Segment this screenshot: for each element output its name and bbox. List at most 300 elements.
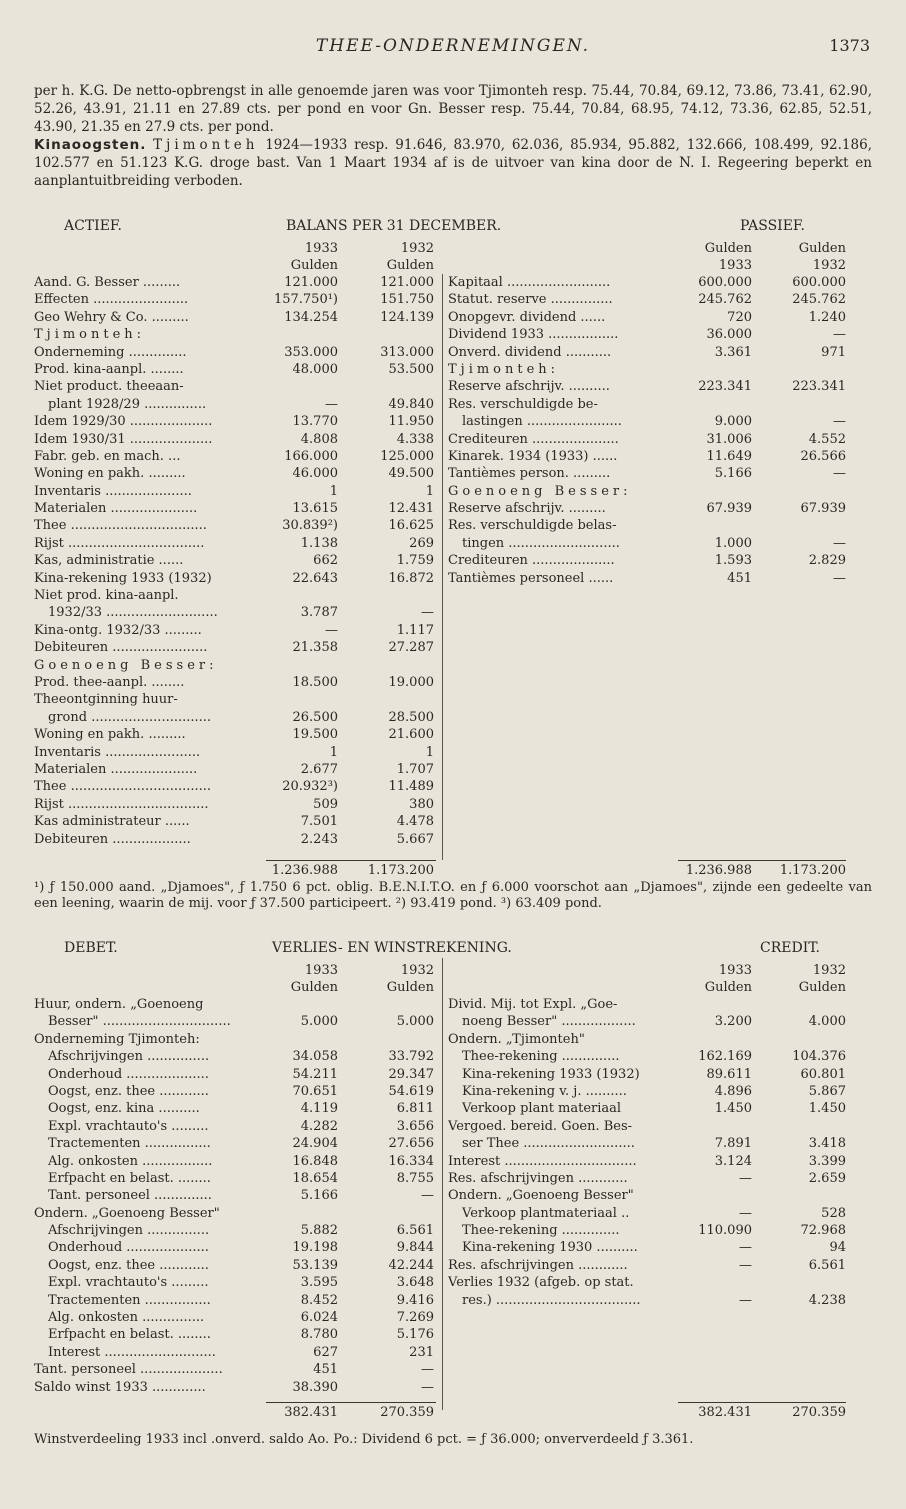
row-label: Huur, ondern. „Goenoeng xyxy=(34,997,204,1012)
value-1932: — xyxy=(833,570,846,586)
value-1932: 49.840 xyxy=(388,396,434,412)
value-1932: 27.656 xyxy=(388,1136,434,1152)
value-1932: 26.566 xyxy=(800,448,846,464)
table-row xyxy=(34,344,436,361)
value-1932: — xyxy=(421,1362,434,1378)
table-row xyxy=(448,431,872,448)
value-1932: 4.552 xyxy=(808,431,846,447)
value-1932: 121.000 xyxy=(380,275,434,290)
table-row xyxy=(34,744,436,761)
kina-heading: Kinaoogsten. xyxy=(34,137,147,153)
passief-column xyxy=(448,274,872,587)
pl-years-row xyxy=(34,962,872,979)
value-1933: 21.358 xyxy=(292,640,338,656)
table-row xyxy=(34,1344,436,1361)
kina-text: 1924—1933 resp. 91.646, 83.970, 62.036, 85.934, 95.882, 132.666, 108.499, 92.186, 102.577 en 51.123 K.G. droge bast. Van 1 Maart 1934 af is de uitvoer van kina door de N. I. Regeering beperkt en aanplantuitbreiding verboden. xyxy=(34,137,872,189)
row-label: Verkoop plantmateriaal .. xyxy=(462,1205,630,1221)
actief-column xyxy=(34,274,436,848)
table-row xyxy=(448,1187,872,1204)
value-1933: 121.000 xyxy=(284,275,338,290)
table-row xyxy=(34,1083,436,1100)
debet-heading: DEBET. xyxy=(64,940,118,956)
table-row xyxy=(448,413,872,430)
table-row xyxy=(34,1187,436,1204)
row-label: Kina-rekening 1933 (1932) xyxy=(462,1066,640,1082)
row-label: Afschrijvingen ............... xyxy=(48,1049,210,1065)
value-1933: 31.006 xyxy=(706,431,752,447)
table-row xyxy=(448,378,872,395)
credit-total xyxy=(678,1402,846,1423)
table-row xyxy=(34,622,436,639)
value-1932: 12.431 xyxy=(388,501,434,517)
row-label: Fabr. geb. en mach. ... xyxy=(34,448,181,464)
row-label: Oogst, enz. thee ............ xyxy=(48,1257,209,1273)
row-label: Rijst ................................. xyxy=(34,535,205,551)
balance-title-row xyxy=(34,218,872,240)
value-1933: 509 xyxy=(313,796,338,812)
row-label: grond ............................. xyxy=(48,709,212,725)
intro-text xyxy=(34,82,872,190)
value-1932: 72.968 xyxy=(800,1223,846,1239)
row-label: tingen ........................... xyxy=(462,535,620,551)
pl-column-divider xyxy=(442,958,443,1410)
value-1933: 46.000 xyxy=(292,466,338,482)
row-label: Kapitaal ......................... xyxy=(448,275,611,290)
value-1933: 1.593 xyxy=(714,553,752,569)
value-1933: — xyxy=(325,396,338,412)
row-label: Onopgevr. dividend ...... xyxy=(448,309,606,325)
value-1933: 19.198 xyxy=(292,1240,338,1256)
value-1933: 662 xyxy=(313,553,338,569)
table-row xyxy=(34,413,436,430)
value-1933: 3.361 xyxy=(714,344,752,360)
table-row xyxy=(34,309,436,326)
value-1932: 28.500 xyxy=(388,709,434,725)
table-row xyxy=(34,726,436,743)
table-row xyxy=(34,778,436,795)
row-label: Besser" ............................... xyxy=(48,1014,231,1030)
table-row xyxy=(448,396,872,413)
row-label: Alg. onkosten ................. xyxy=(48,1153,213,1169)
table-row xyxy=(448,552,872,569)
table-row xyxy=(34,1013,436,1030)
debet-total xyxy=(266,1402,436,1423)
row-label: Tantièmes personeel ...... xyxy=(448,570,614,586)
table-row xyxy=(34,1205,436,1222)
table-row xyxy=(34,448,436,465)
value-1933: 245.762 xyxy=(698,292,752,308)
value-1932: 7.269 xyxy=(396,1310,434,1326)
value-1932: 600.000 xyxy=(792,275,846,290)
table-row xyxy=(448,448,872,465)
value-1932: 11.489 xyxy=(388,779,434,795)
value-1932: 124.139 xyxy=(380,309,434,325)
balance-footnote: ¹) ƒ 150.000 aand. „Djamoes", ƒ 1.750 6 pct. oblig. B.E.N.I.T.O. en ƒ 6.000 voorschot aan „Djamoes", zijnde een gedeelte van een leening, waarin de mij. voor ƒ 37.500 participeert. ²) 93.419 pond. ³) 63.409 pond. xyxy=(34,880,872,911)
row-label: Res. verschuldigde belas- xyxy=(448,518,617,534)
row-label: Theeontginning huur- xyxy=(34,692,178,708)
value-1933: 24.904 xyxy=(292,1136,338,1152)
value-1933: 89.611 xyxy=(706,1066,752,1082)
row-label: plant 1928/29 ............... xyxy=(48,396,207,412)
row-label: Thee-rekening .............. xyxy=(462,1223,620,1239)
currency-1933: Gulden xyxy=(290,258,338,273)
row-label: Statut. reserve ............... xyxy=(448,292,613,308)
value-1933: 1 xyxy=(329,744,338,760)
table-row xyxy=(448,1100,872,1117)
value-1933: 38.390 xyxy=(292,1379,338,1395)
row-label: Res. afschrijvingen ............ xyxy=(448,1257,628,1273)
value-1932: 125.000 xyxy=(380,448,434,464)
value-1932: 5.667 xyxy=(396,831,434,847)
value-1932: — xyxy=(833,535,846,551)
value-1932: 1.240 xyxy=(808,309,846,325)
value-1932: 42.244 xyxy=(388,1257,434,1273)
row-label: 1932/33 ........................... xyxy=(48,605,218,621)
table-row xyxy=(448,535,872,552)
passief-year-1932: 1932 xyxy=(812,258,846,273)
kina-paragraph xyxy=(34,136,872,190)
actief-total-1932: 1.173.200 xyxy=(367,863,434,878)
table-row xyxy=(34,691,436,708)
actief-total xyxy=(266,860,436,881)
value-1932: 151.750 xyxy=(380,292,434,308)
table-row xyxy=(34,1222,436,1239)
row-label: Inventaris ..................... xyxy=(34,483,192,499)
table-row xyxy=(448,1031,872,1048)
row-label: Prod. kina-aanpl. ........ xyxy=(34,361,184,377)
table-row xyxy=(34,813,436,830)
row-label: noeng Besser" .................. xyxy=(462,1014,636,1030)
table-row xyxy=(448,1274,872,1291)
table-row xyxy=(34,500,436,517)
row-label: Tjimonteh: xyxy=(34,327,146,343)
row-label: Debiteuren ................... xyxy=(34,831,191,847)
value-1933: 48.000 xyxy=(292,361,338,377)
table-row xyxy=(448,1118,872,1135)
value-1933: 22.643 xyxy=(292,570,338,586)
row-label: Vergoed. bereid. Goen. Bes- xyxy=(448,1118,633,1134)
value-1933: 3.200 xyxy=(714,1014,752,1030)
value-1932: 3.399 xyxy=(808,1153,846,1169)
table-row xyxy=(34,326,436,343)
value-1933: 8.452 xyxy=(300,1292,338,1308)
value-1932: 33.792 xyxy=(388,1049,434,1065)
value-1932: 1.450 xyxy=(808,1101,846,1117)
pl-title-row xyxy=(34,940,872,962)
row-label: Inventaris ....................... xyxy=(34,744,201,760)
value-1933: 5.882 xyxy=(300,1223,338,1239)
value-1932: 971 xyxy=(821,344,846,360)
credit-total-1932: 270.359 xyxy=(792,1405,846,1420)
value-1932: 6.811 xyxy=(396,1101,434,1117)
table-row xyxy=(34,535,436,552)
value-1933: 4.896 xyxy=(714,1083,752,1099)
value-1932: 1.707 xyxy=(396,761,434,777)
value-1933: — xyxy=(739,1292,752,1308)
row-label: Erfpacht en belast. ........ xyxy=(48,1170,211,1186)
row-label: lastingen ....................... xyxy=(462,414,622,430)
row-label: Verlies 1932 (afgeb. op stat. xyxy=(448,1275,634,1291)
debet-column xyxy=(34,996,436,1396)
row-label: Tractementen ................ xyxy=(48,1136,211,1152)
value-1932: 16.872 xyxy=(388,570,434,586)
value-1933: 2.677 xyxy=(300,761,338,777)
value-1933: 13.770 xyxy=(292,414,338,430)
table-row xyxy=(448,274,872,291)
table-row xyxy=(34,1361,436,1378)
row-label: Interest ................................ xyxy=(448,1153,637,1169)
row-label: Kina-rekening v. j. .......... xyxy=(462,1083,627,1099)
value-1932: 528 xyxy=(821,1205,846,1221)
value-1932: 1 xyxy=(425,744,434,760)
credit-currency-1933: Gulden xyxy=(704,980,752,995)
value-1933: 67.939 xyxy=(706,501,752,517)
table-row xyxy=(448,309,872,326)
value-1932: 29.347 xyxy=(388,1066,434,1082)
row-label: Effecten ....................... xyxy=(34,292,189,308)
table-row xyxy=(34,378,436,395)
row-label: Res. afschrijvingen ............ xyxy=(448,1170,628,1186)
value-1933: 3.595 xyxy=(300,1275,338,1291)
table-row xyxy=(34,674,436,691)
row-label: Idem 1929/30 .................... xyxy=(34,414,213,430)
value-1932: — xyxy=(421,1188,434,1204)
row-label: Oogst, enz. thee ............ xyxy=(48,1083,209,1099)
value-1932: 27.287 xyxy=(388,640,434,656)
table-row xyxy=(34,1135,436,1152)
value-1933: 3.124 xyxy=(714,1153,752,1169)
value-1933: 6.024 xyxy=(300,1310,338,1326)
value-1932: 4.238 xyxy=(808,1292,846,1308)
row-label: Kina-rekening 1930 .......... xyxy=(462,1240,638,1256)
table-row xyxy=(448,1048,872,1065)
value-1933: 4.119 xyxy=(300,1101,338,1117)
column-divider xyxy=(442,274,443,860)
value-1933: 26.500 xyxy=(292,709,338,725)
profit-loss-account xyxy=(34,940,872,1447)
row-label: Onderneming .............. xyxy=(34,344,187,360)
row-label: Kina-rekening 1933 (1932) xyxy=(34,570,212,586)
table-row xyxy=(448,291,872,308)
table-row xyxy=(448,344,872,361)
row-label: Prod. thee-aanpl. ........ xyxy=(34,674,185,690)
value-1933: 7.501 xyxy=(300,814,338,830)
table-row xyxy=(448,500,872,517)
table-row xyxy=(448,1170,872,1187)
value-1932: 94 xyxy=(829,1240,846,1256)
intro-paragraph: per h. K.G. De netto-opbrengst in alle genoemde jaren was voor Tjimonteh resp. 75.44, 70.84, 69.12, 73.86, 73.41, 62.90, 52.26, 43.91, 21.11 en 27.89 cts. per pond en voor Gn. Besser resp. 75.44, 70.84, 68.95, 74.12, 73.36, 62.85, 52.51, 43.90, 21.35 en 27.9 cts. per pond. xyxy=(34,83,872,135)
table-row xyxy=(448,1205,872,1222)
table-row xyxy=(448,996,872,1013)
value-1932: — xyxy=(421,605,434,621)
value-1933: 18.654 xyxy=(292,1170,338,1186)
value-1933: 5.166 xyxy=(714,466,752,482)
value-1932: 5.176 xyxy=(396,1327,434,1343)
value-1932: 2.829 xyxy=(808,553,846,569)
value-1932: 3.656 xyxy=(396,1118,434,1134)
table-row xyxy=(34,431,436,448)
table-row xyxy=(448,517,872,534)
row-label: Saldo winst 1933 ............. xyxy=(34,1379,206,1395)
value-1933: — xyxy=(739,1240,752,1256)
value-1932: 67.939 xyxy=(800,501,846,517)
value-1932: 3.648 xyxy=(396,1275,434,1291)
debet-total-1932: 270.359 xyxy=(380,1405,434,1420)
actief-heading: ACTIEF. xyxy=(64,218,122,234)
value-1932: 1 xyxy=(425,483,434,499)
pl-heading: VERLIES- EN WINSTREKENING. xyxy=(272,940,512,956)
value-1933: 9.000 xyxy=(714,414,752,430)
profit-distribution-note: Winstverdeeling 1933 incl .onverd. saldo Ao. Po.: Dividend 6 pct. = ƒ 36.000; onververdeeld ƒ 3.361. xyxy=(34,1432,694,1447)
value-1932: 8.755 xyxy=(396,1170,434,1186)
table-row xyxy=(34,1170,436,1187)
row-label: Tjimonteh: xyxy=(448,361,560,377)
value-1933: 11.649 xyxy=(706,448,752,464)
row-label: Niet prod. kina-aanpl. xyxy=(34,588,179,604)
passief-total-1932: 1.173.200 xyxy=(779,863,846,878)
table-row xyxy=(448,465,872,482)
table-row xyxy=(448,361,872,378)
pl-year-1933: 1933 xyxy=(304,963,338,978)
row-label: Kas, administratie ...... xyxy=(34,553,184,569)
row-label: Thee ................................. xyxy=(34,518,207,534)
table-row xyxy=(34,709,436,726)
value-1933: 1.450 xyxy=(714,1101,752,1117)
row-label: Aand. G. Besser ......... xyxy=(34,275,181,290)
passief-year-1933: 1933 xyxy=(718,258,752,273)
row-label: Crediteuren ..................... xyxy=(448,431,619,447)
table-row xyxy=(34,1379,436,1396)
row-label: Onderhoud .................... xyxy=(48,1066,209,1082)
value-1933: 53.139 xyxy=(292,1257,338,1273)
table-row xyxy=(34,570,436,587)
row-label: Debiteuren ....................... xyxy=(34,640,208,656)
credit-year-1932: 1932 xyxy=(812,963,846,978)
value-1932: 2.659 xyxy=(808,1170,846,1186)
row-label: Tantièmes person. ......... xyxy=(448,466,611,482)
row-label: Crediteuren .................... xyxy=(448,553,615,569)
value-1932: 1.117 xyxy=(396,622,434,638)
table-row xyxy=(34,1292,436,1309)
value-1932: 9.844 xyxy=(396,1240,434,1256)
table-row xyxy=(34,1100,436,1117)
value-1933: 451 xyxy=(727,570,752,586)
value-1933: 134.254 xyxy=(284,309,338,325)
value-1932: 6.561 xyxy=(396,1223,434,1239)
row-label: Niet product. theeaan- xyxy=(34,379,184,395)
value-1933: 5.000 xyxy=(300,1014,338,1030)
value-1933: 2.243 xyxy=(300,831,338,847)
table-row xyxy=(448,1153,872,1170)
value-1933: 54.211 xyxy=(292,1066,338,1082)
pl-currency-1932: Gulden xyxy=(386,980,434,995)
value-1933: 157.750¹) xyxy=(273,292,338,308)
value-1933: 3.787 xyxy=(300,605,338,621)
pl-currency-1933: Gulden xyxy=(290,980,338,995)
value-1932: — xyxy=(421,1379,434,1395)
value-1932: 104.376 xyxy=(792,1049,846,1065)
table-row xyxy=(448,1083,872,1100)
row-label: Materialen ..................... xyxy=(34,501,198,517)
table-row xyxy=(34,291,436,308)
year-1932: 1932 xyxy=(400,241,434,256)
value-1933: 600.000 xyxy=(698,275,752,290)
credit-currency-1932: Gulden xyxy=(798,980,846,995)
passief-total-1933: 1.236.988 xyxy=(685,863,752,878)
currency-1932: Gulden xyxy=(386,258,434,273)
row-label: Afschrijvingen ............... xyxy=(48,1223,210,1239)
value-1933: 30.839²) xyxy=(282,518,338,534)
table-row xyxy=(34,657,436,674)
table-row xyxy=(34,1239,436,1256)
table-row xyxy=(34,639,436,656)
value-1933: 16.848 xyxy=(292,1153,338,1169)
value-1932: 19.000 xyxy=(388,674,434,690)
row-label: Woning en pakh. ......... xyxy=(34,466,186,482)
table-row xyxy=(448,570,872,587)
passief-currency-1933: Gulden xyxy=(704,241,752,256)
row-label: Thee-rekening .............. xyxy=(462,1049,620,1065)
row-label: Reserve afschrijv. ......... xyxy=(448,501,606,517)
row-label: Materialen ..................... xyxy=(34,761,198,777)
table-row xyxy=(34,796,436,813)
value-1933: 8.780 xyxy=(300,1327,338,1343)
table-row xyxy=(34,465,436,482)
credit-heading: CREDIT. xyxy=(760,940,820,956)
value-1932: 54.619 xyxy=(388,1083,434,1099)
value-1932: 1.759 xyxy=(396,553,434,569)
pl-year-1932: 1932 xyxy=(400,963,434,978)
value-1933: 4.282 xyxy=(300,1118,338,1134)
table-row xyxy=(34,361,436,378)
value-1932: 4.478 xyxy=(396,814,434,830)
table-row xyxy=(34,587,436,604)
table-row xyxy=(34,1326,436,1343)
table-row xyxy=(34,1257,436,1274)
row-label: Goenoeng Besser: xyxy=(448,483,632,499)
value-1932: 9.416 xyxy=(396,1292,434,1308)
value-1933: 1 xyxy=(329,483,338,499)
value-1933: 110.090 xyxy=(698,1223,752,1239)
value-1932: — xyxy=(833,327,846,343)
value-1933: 166.000 xyxy=(284,448,338,464)
value-1932: 223.341 xyxy=(792,379,846,395)
value-1932: 245.762 xyxy=(792,292,846,308)
table-row xyxy=(448,1013,872,1030)
table-row xyxy=(34,483,436,500)
row-label: Tractementen ................ xyxy=(48,1292,211,1308)
table-row xyxy=(34,1153,436,1170)
row-label: Tant. personeel .................... xyxy=(34,1362,223,1378)
row-label: Rijst .................................. xyxy=(34,796,209,812)
value-1933: 20.932³) xyxy=(282,779,338,795)
table-row xyxy=(34,604,436,621)
value-1932: — xyxy=(833,414,846,430)
row-label: ser Thee ........................... xyxy=(462,1136,635,1152)
table-row xyxy=(34,1048,436,1065)
value-1932: 6.561 xyxy=(808,1257,846,1273)
row-label: Oogst, enz. kina .......... xyxy=(48,1101,200,1117)
row-label: Goenoeng Besser: xyxy=(34,657,218,673)
table-row xyxy=(34,1309,436,1326)
value-1933: 353.000 xyxy=(284,344,338,360)
value-1932: 3.418 xyxy=(808,1136,846,1152)
value-1933: — xyxy=(739,1257,752,1273)
credit-year-1933: 1933 xyxy=(718,963,752,978)
value-1932: 21.600 xyxy=(388,727,434,743)
value-1932: 231 xyxy=(409,1344,434,1360)
table-row xyxy=(448,326,872,343)
